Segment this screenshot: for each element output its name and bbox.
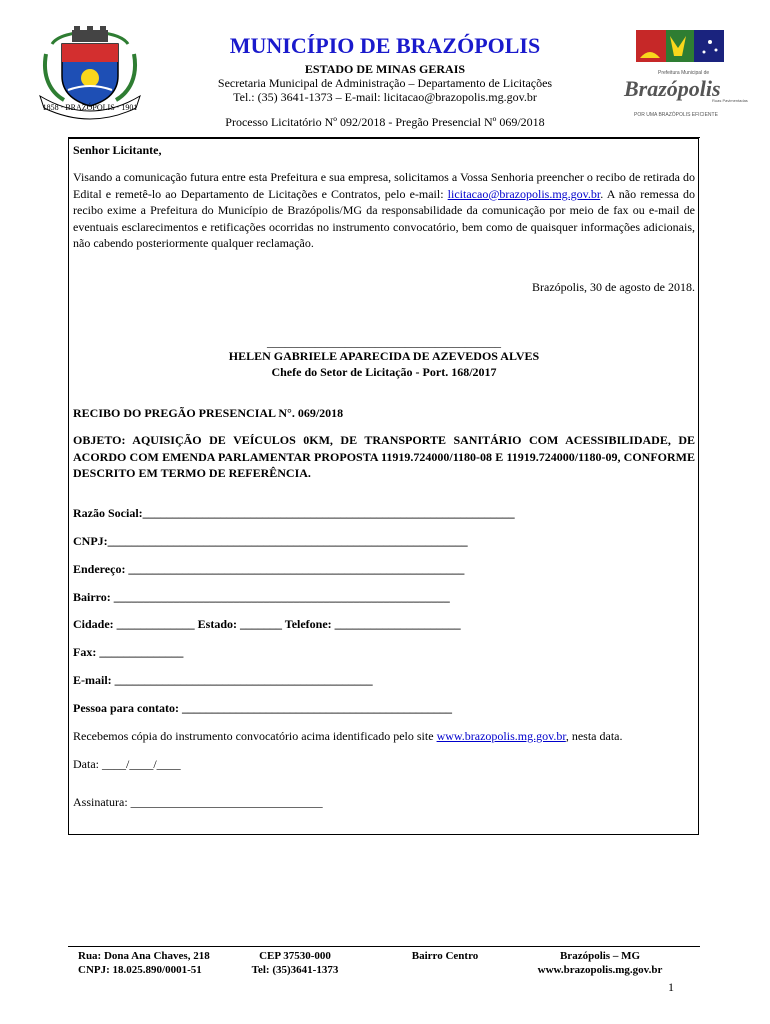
endereco-field[interactable]: Endereço: ________________________________________________________ — [73, 562, 465, 576]
department-line: Secretaria Municipal de Administração – Departamento de Licitações — [217, 76, 553, 90]
email-field[interactable]: E-mail: ___________________________________________ — [73, 673, 373, 687]
fax-field[interactable]: Fax: ______________ — [73, 645, 184, 659]
footer-cep: CEP 37530-000 — [259, 950, 331, 962]
bairro-field[interactable]: Bairro: ________________________________________________________ — [73, 590, 450, 604]
page-number: 1 — [668, 980, 674, 994]
cidade-estado-telefone-field[interactable]: Cidade: _____________ Estado: _______ Telefone: _____________________ — [73, 617, 461, 631]
contact-line: Tel.: (35) 3641-1373 – E-mail: licitacao@brazopolis.mg.gov.br — [233, 90, 537, 104]
razao-social-field[interactable]: Razão Social:______________________________________________________________ — [73, 506, 515, 520]
footer-divider — [68, 946, 700, 947]
footer-city: Brazópolis – MG — [559, 950, 641, 962]
svg-text:Brazópolis: Brazópolis — [624, 76, 721, 101]
signer-title: Chefe do Setor de Licitação - Port. 168/2017 — [271, 365, 497, 379]
signature-line: _______________________________________ — [267, 335, 501, 349]
signature-field[interactable]: Assinatura: ________________________________ — [73, 795, 323, 809]
footer-tel: Tel: (35)3641-1373 — [251, 964, 339, 976]
crest-ribbon-text: 1858 · BRAZÓPOLIS · 1901 — [42, 103, 138, 112]
website-link[interactable]: www.brazopolis.mg.gov.br — [436, 729, 566, 743]
receipt-heading: RECIBO DO PREGÃO PRESENCIAL N°. 069/2018 — [73, 406, 344, 420]
cnpj-field[interactable]: CNPJ:____________________________________________________________ — [73, 534, 468, 548]
footer-bairro: Bairro Centro — [411, 950, 479, 962]
svg-text:Ruas Pavimentadas: Ruas Pavimentadas — [712, 98, 748, 103]
svg-text:POR UMA BRAZÓPOLIS EFICIENTE: POR UMA BRAZÓPOLIS EFICIENTE — [634, 112, 718, 118]
state-name: ESTADO DE MINAS GERAIS — [304, 62, 466, 76]
page-title: MUNICÍPIO DE BRAZÓPOLIS — [229, 33, 541, 58]
received-statement: Recebemos cópia do instrumento convocatório acima identificado pelo site www.brazopolis.mg.gov.br, nesta data. — [73, 729, 623, 743]
email-link[interactable]: licitacao@brazopolis.mg.gov.br — [447, 186, 601, 201]
date-field[interactable]: Data: ____/____/____ — [73, 757, 181, 771]
receipt-object: OBJETO: AQUISIÇÃO DE VEÍCULOS 0KM, DE TRANSPORTE SANITÁRIO COM ACESSIBILIDADE, DE ACORDO COM EMENDA PARLAMENTAR PROPOSTA 11919.724000/1180-08 E 11919.724000/1180-09, CONFORME DESCRITO EM TERMO DE REFERÊNCIA. — [73, 433, 695, 480]
signer-name: HELEN GABRIELE APARECIDA DE AZEVEDOS ALVES — [228, 349, 540, 363]
footer-cnpj: CNPJ: 18.025.890/0001-51 — [78, 964, 202, 976]
letter-date: Brazópolis, 30 de agosto de 2018. — [532, 280, 695, 294]
svg-text:Prefeitura Municipal de: Prefeitura Municipal de — [658, 70, 710, 76]
contact-person-field[interactable]: Pessoa para contato: _____________________________________________ — [73, 701, 452, 715]
footer-address: Rua: Dona Ana Chaves, 218 — [78, 950, 210, 962]
letter-body: Visando a comunicação futura entre esta Prefeitura e sua empresa, solicitamos a Vossa Senhoria preencher o recibo de retirada do Edital e remetê-lo ao Departamento de Licitações e Contratos, pelo e-mail: licitacao@brazopolis.mg.gov.br. A não remessa do recibo exime a Prefeitura do Município de Brazópolis/MG da responsabilidade da comunicação por meio de fax ou e-mail de eventuais esclarecimentos e retificações ocorridas no instrumento convocatório, bem como de quaisquer informações adicionais, não cabendo posteriormente qualquer reclamação. — [73, 170, 695, 250]
footer-site[interactable]: www.brazopolis.mg.gov.br — [537, 964, 663, 976]
greeting: Senhor Licitante, — [73, 143, 162, 157]
process-number: Processo Licitatório Nº 092/2018 - Pregão Presencial Nº 069/2018 — [225, 115, 545, 129]
